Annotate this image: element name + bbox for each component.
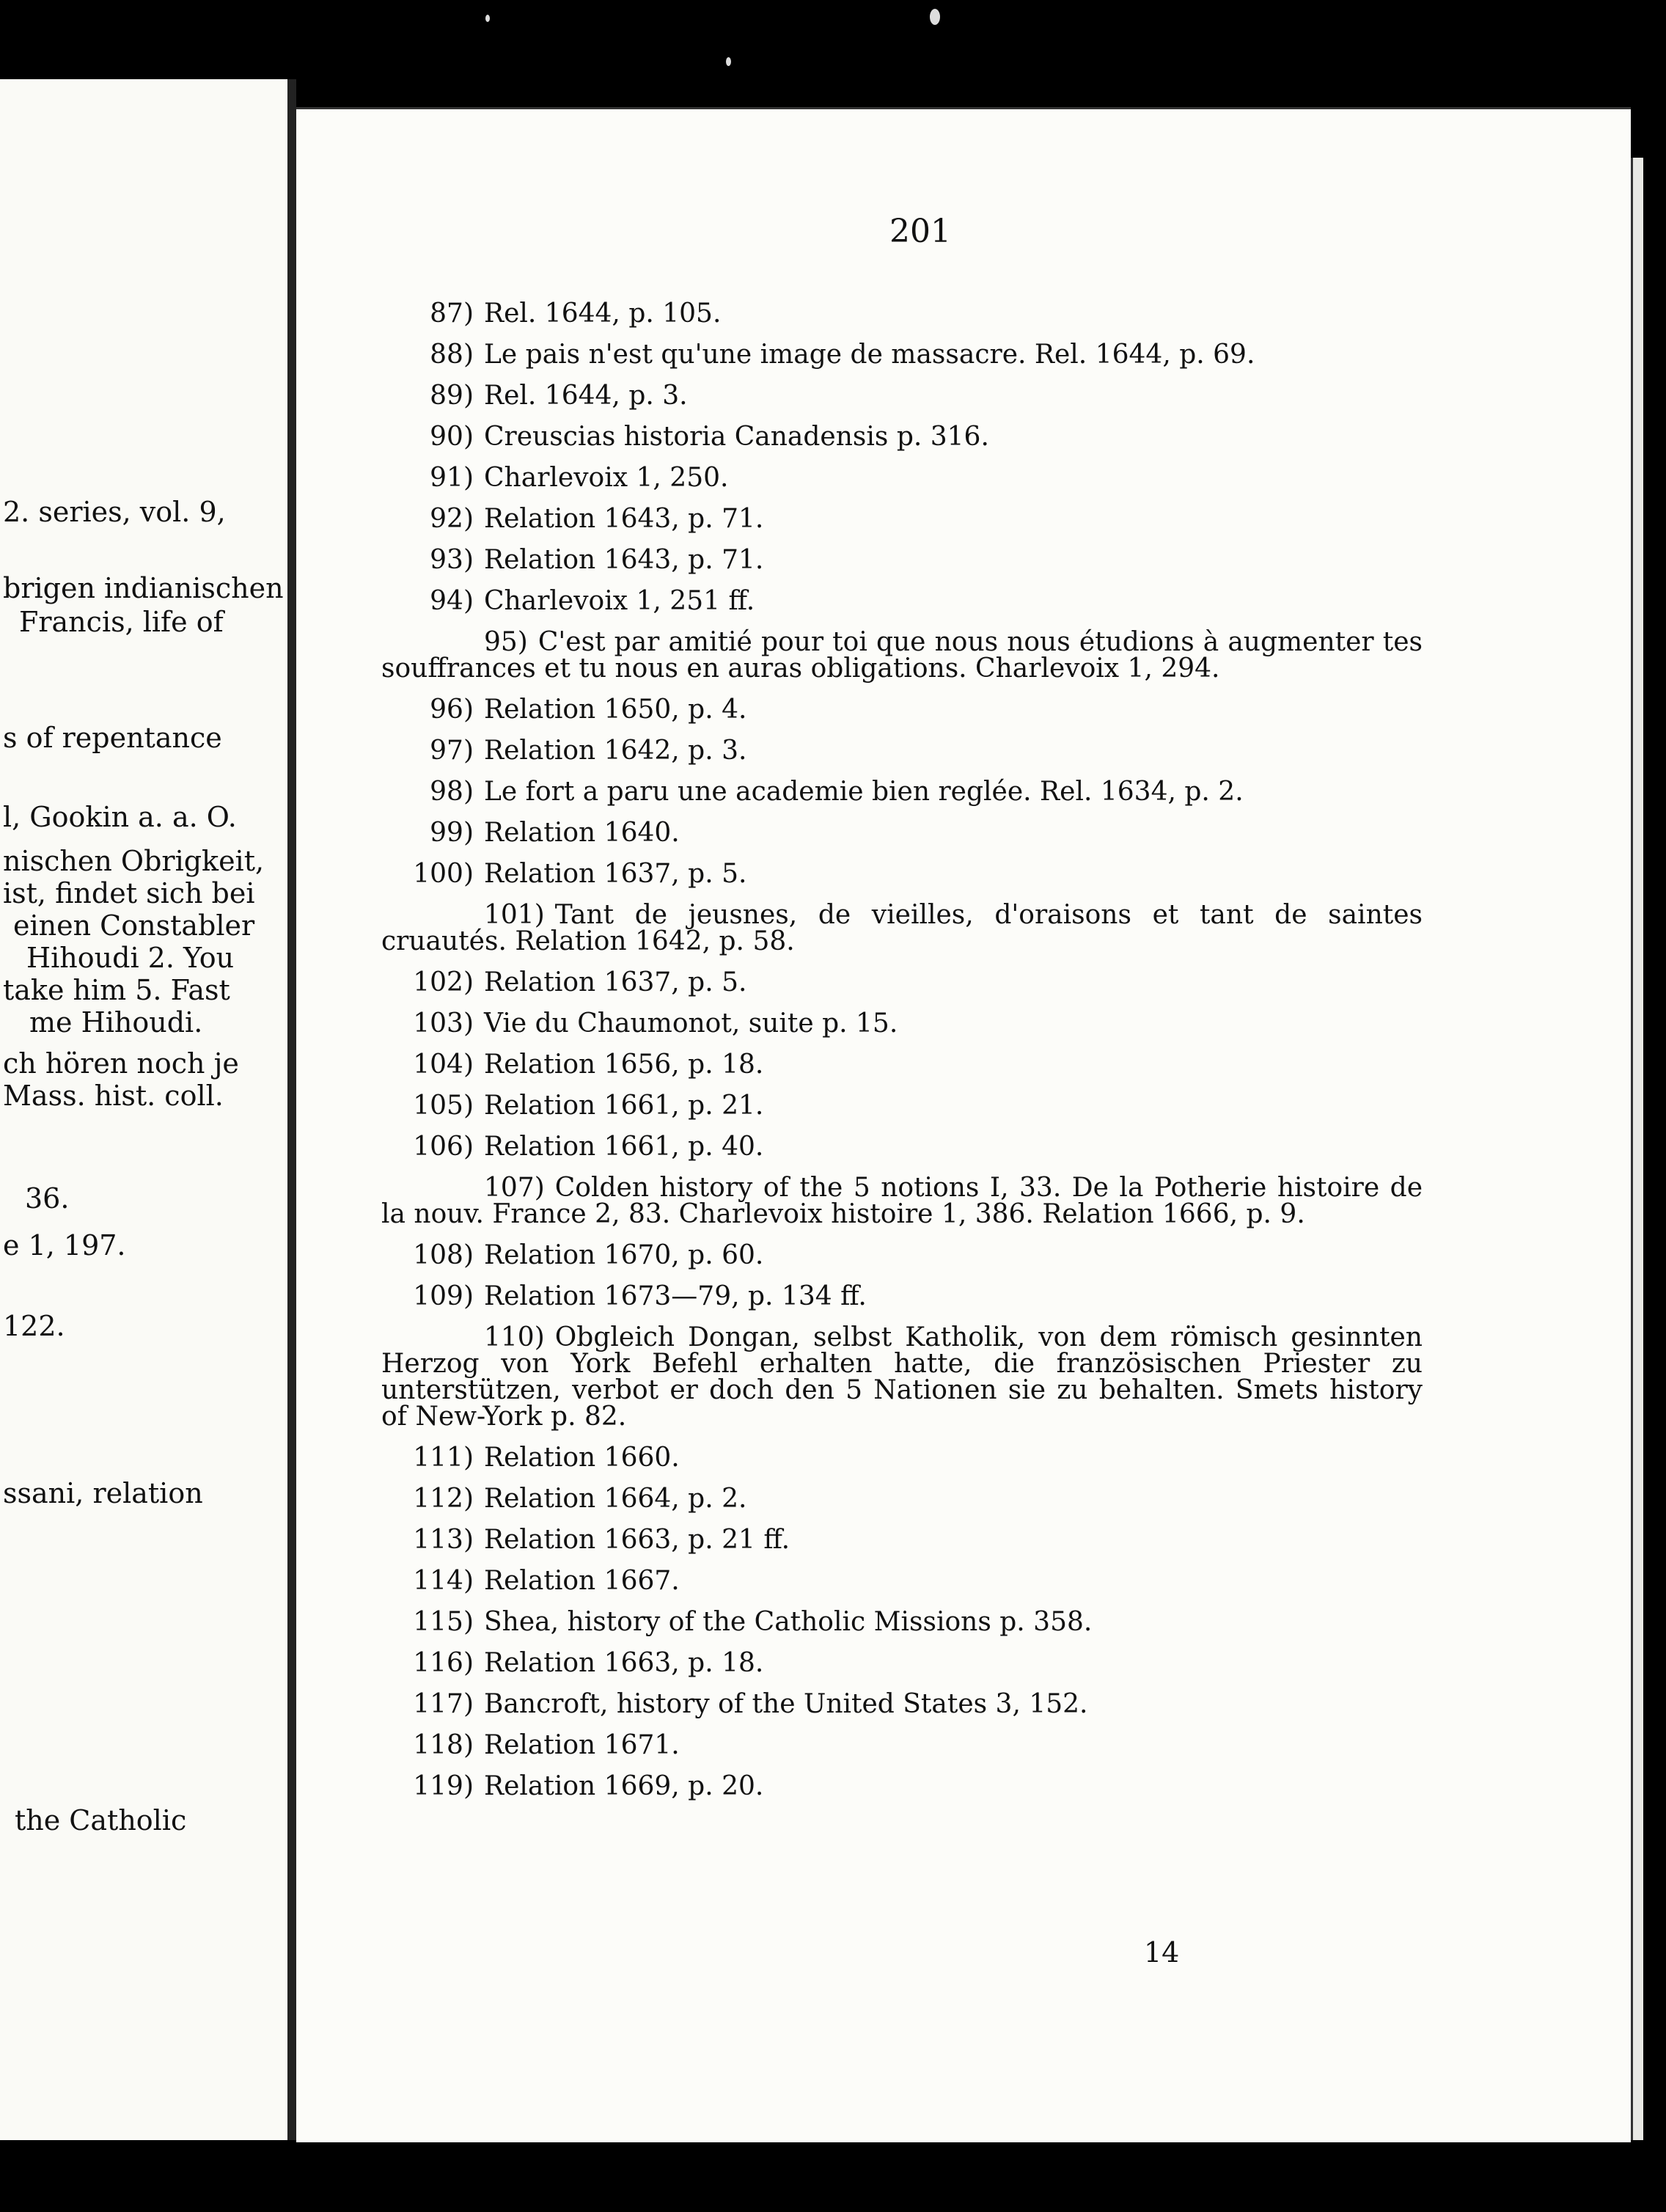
footnote-text: Relation 1637, p. 5. (484, 859, 747, 889)
left-page-fragment: 2. series, vol. 9, (3, 496, 226, 528)
footnote-number: 89) (430, 381, 474, 411)
footnote-number: 100) (413, 859, 474, 889)
footnote-text: Charlevoix 1, 250. (484, 463, 729, 493)
footnote (381, 499, 1423, 540)
left-page-fragment: ch hören noch je (3, 1047, 239, 1080)
left-page-fragment: ist, findet sich bei (3, 877, 255, 909)
footnote (381, 622, 1423, 689)
footnote (381, 1561, 1423, 1602)
footnote (381, 854, 1423, 895)
left-page-fragment: take him 5. Fast (3, 974, 230, 1006)
footnote-number: 96) (430, 695, 474, 725)
left-page-fragment: 36. (25, 1182, 70, 1215)
footnote (381, 895, 1423, 962)
footnote-number: 94) (430, 586, 474, 616)
left-page-fragment: me Hihoudi. (29, 1006, 203, 1039)
footnote-text: Relation 1661, p. 40. (484, 1132, 764, 1162)
page-edge (1631, 158, 1643, 2140)
footnote-text: Relation 1660. (484, 1443, 680, 1473)
footnote-number: 112) (413, 1484, 474, 1514)
footnote-text: Relation 1669, p. 20. (484, 1771, 764, 1801)
left-page-fragment: brigen indianischen (3, 572, 284, 604)
footnote-number: 101) (484, 900, 545, 930)
signature-mark: 14 (1144, 1936, 1180, 1969)
footnote-text: Relation 1637, p. 5. (484, 967, 747, 997)
footnote-text: Vie du Chaumonot, suite p. 15. (484, 1008, 898, 1039)
footnote (381, 376, 1423, 417)
footnote-text: Relation 1663, p. 18. (484, 1648, 764, 1678)
footnote-text: Le fort a paru une academie bien reglée. Rel. 1634, p. 2. (484, 777, 1244, 807)
left-page-fragment: s of repentance (3, 722, 222, 754)
footnote-text: Rel. 1644, p. 105. (484, 299, 722, 329)
footnote (381, 730, 1423, 772)
page-number: 201 (889, 213, 951, 250)
footnote-number: 118) (413, 1730, 474, 1760)
footnote-number: 115) (413, 1607, 474, 1637)
footnote-number: 104) (413, 1050, 474, 1080)
footnote (381, 1643, 1423, 1684)
footnote (381, 1276, 1423, 1317)
left-page-fragment: Hihoudi 2. You (26, 942, 235, 974)
dust-speck (930, 9, 940, 25)
left-page-fragment: nischen Obrigkeit, (3, 845, 265, 877)
footnote-number: 99) (430, 818, 474, 848)
footnote (381, 772, 1423, 813)
left-page-fragment: 122. (3, 1310, 65, 1342)
left-page-fragment: Francis, life of (19, 606, 224, 638)
footnote-number: 116) (413, 1648, 474, 1678)
footnote-number: 102) (413, 967, 474, 997)
footnote (381, 1235, 1423, 1276)
footnote-text: Relation 1664, p. 2. (484, 1484, 747, 1514)
footnote-text: Charlevoix 1, 251 ff. (484, 586, 755, 616)
footnote-text: Relation 1656, p. 18. (484, 1050, 764, 1080)
footnote-list (381, 293, 1423, 1807)
footnote (381, 1168, 1423, 1235)
left-page-fragment: e 1, 197. (3, 1229, 126, 1261)
footnote (381, 1438, 1423, 1479)
footnote-text: Rel. 1644, p. 3. (484, 381, 688, 411)
left-page-fragment: l, Gookin a. a. O. (3, 801, 237, 833)
footnote-text: Relation 1667. (484, 1566, 680, 1596)
footnote (381, 1044, 1423, 1085)
left-page-fragment: the Catholic (15, 1804, 187, 1836)
footnote (381, 293, 1423, 334)
footnote-text: Relation 1650, p. 4. (484, 695, 747, 725)
footnote (381, 689, 1423, 730)
footnote-number: 119) (413, 1771, 474, 1801)
footnote-text: Obgleich Dongan, selbst Katholik, von dem römisch gesinnten Herzog von York Befehl erhalten hatte, die französischen Priester zu unterstützen, verbot er doch den 5 Nationen sie zu behalten. Smets history of New-York p. 82. (381, 1322, 1423, 1432)
footnote-number: 87) (430, 299, 474, 329)
footnote-text: Relation 1671. (484, 1730, 680, 1760)
left-page-fragment: ssani, relation (3, 1477, 203, 1509)
footnote-number: 93) (430, 545, 474, 575)
footnote (381, 581, 1423, 622)
left-page-fragment: einen Constabler (13, 909, 255, 942)
footnote-text: Creuscias historia Canadensis p. 316. (484, 422, 989, 452)
footnote-text: Relation 1663, p. 21 ff. (484, 1525, 790, 1555)
footnote-number: 109) (413, 1281, 474, 1311)
footnote-number: 90) (430, 422, 474, 452)
left-page-fragment: Mass. hist. coll. (3, 1080, 224, 1112)
footnote-number: 91) (430, 463, 474, 493)
footnote-text: Le pais n'est qu'une image de massacre. Rel. 1644, p. 69. (484, 340, 1255, 370)
footnote-number: 114) (413, 1566, 474, 1596)
footnote (381, 1602, 1423, 1643)
footnote (381, 962, 1423, 1003)
footnote-number: 111) (413, 1443, 474, 1473)
footnote-text: C'est par amitié pour toi que nous nous étudions à augmenter tes souffrances et tu nous en auras obligations. Charlevoix 1, 294. (381, 627, 1423, 684)
footnote-text: Relation 1643, p. 71. (484, 545, 764, 575)
footnote (381, 540, 1423, 581)
footnote-text: Relation 1642, p. 3. (484, 736, 747, 766)
footnote-number: 117) (413, 1689, 474, 1719)
footnote (381, 458, 1423, 499)
footnote (381, 1520, 1423, 1561)
footnote-text: Shea, history of the Catholic Missions p. 358. (484, 1607, 1093, 1637)
footnote (381, 1766, 1423, 1807)
footnote (381, 1317, 1423, 1438)
footnote-number: 92) (430, 504, 474, 534)
footnote-text: Colden history of the 5 notions I, 33. De la Potherie histoire de la nouv. France 2, 83. Charlevoix histoire 1, 386. Relation 1666, p. 9. (381, 1173, 1423, 1229)
footnote-number: 98) (430, 777, 474, 807)
footnote-text: Tant de jeusnes, de vieilles, d'oraisons et tant de saintes cruautés. Relation 1642, p. 58. (381, 900, 1423, 956)
footnote-number: 113) (413, 1525, 474, 1555)
book-gutter (287, 79, 296, 2140)
footnote-number: 105) (413, 1091, 474, 1121)
footnote-text: Relation 1661, p. 21. (484, 1091, 764, 1121)
footnote (381, 1003, 1423, 1044)
footnote-number: 107) (484, 1173, 545, 1203)
footnote-text: Relation 1673—79, p. 134 ff. (484, 1281, 867, 1311)
footnote (381, 1085, 1423, 1127)
dust-speck (485, 15, 490, 22)
footnote (381, 813, 1423, 854)
footnote (381, 1479, 1423, 1520)
footnote-text: Bancroft, history of the United States 3, 152. (484, 1689, 1088, 1719)
footnote (381, 1725, 1423, 1766)
footnote-number: 103) (413, 1008, 474, 1039)
footnote-text: Relation 1670, p. 60. (484, 1240, 764, 1270)
footnote-number: 110) (484, 1322, 545, 1352)
dust-speck (726, 57, 731, 66)
footnote-number: 108) (413, 1240, 474, 1270)
footnote-number: 97) (430, 736, 474, 766)
footnote (381, 417, 1423, 458)
footnote-text: Relation 1643, p. 71. (484, 504, 764, 534)
footnote-number: 88) (430, 340, 474, 370)
footnote-number: 106) (413, 1132, 474, 1162)
footnote-text: Relation 1640. (484, 818, 680, 848)
footnote (381, 334, 1423, 376)
footnote (381, 1684, 1423, 1725)
footnote-number: 95) (484, 627, 528, 657)
footnote (381, 1127, 1423, 1168)
